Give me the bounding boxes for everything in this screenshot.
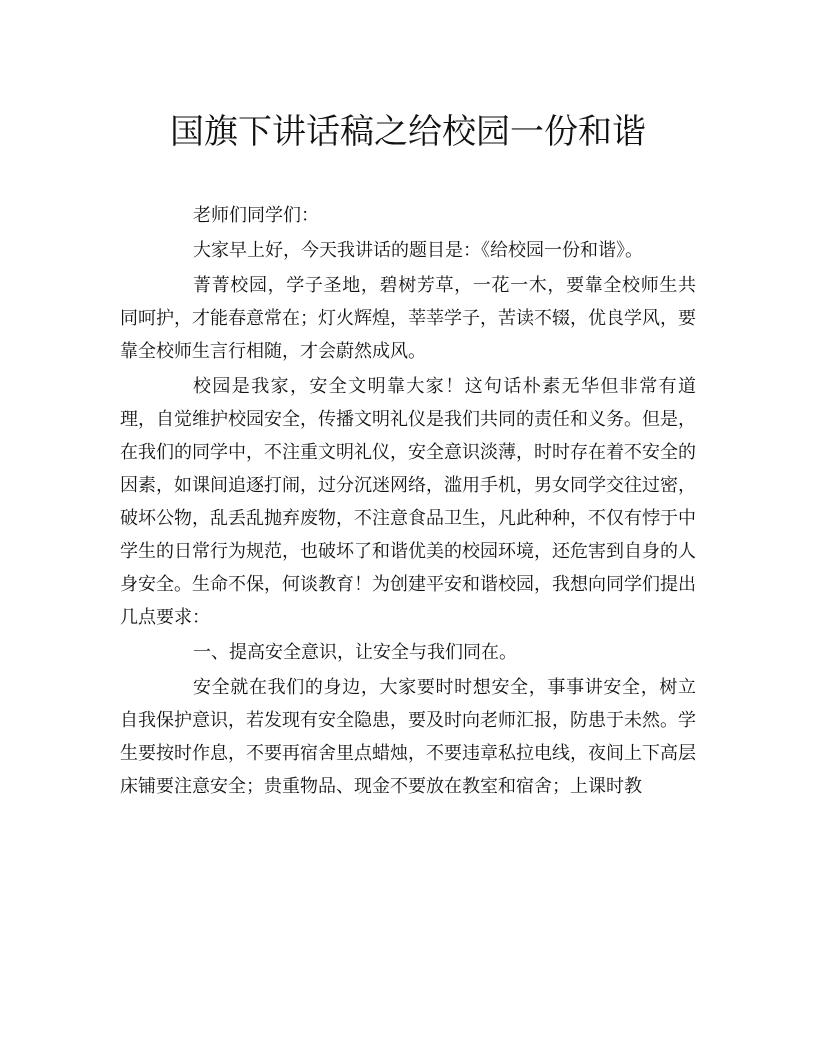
greeting-paragraph: 大家早上好，今天我讲话的题目是：《给校园一份和谐》。 <box>193 240 643 261</box>
salutation-paragraph: 老师们同学们： <box>193 205 319 226</box>
body-paragraph: 校园是我家，安全文明靠大家！这句话朴素无华但非常有道理，自觉维护校园安全，传播文明礼仪是我们共同的责任和义务。但是，在我们的同学中，不注重文明礼仪，安全意识淡薄，时时存在着不安全的因素，如课间追逐打闹，过分沉迷网络，滥用手机，男女同学交往过密，破坏公物，乱丢乱抛弃废物，不注意食品卫生，凡此种种，不仅有悖于中学生的日常行为规范，也破坏了和谐优美的校园环境，还危害到自身的人身安全。生命不保，何谈教育！为创建平安和谐校园，我想向同学们提出几点要求： <box>120 376 696 628</box>
body-paragraph: 菁菁校园，学子圣地，碧树芳草，一花一木，要靠全校师生共同呵护，才能春意常在；灯火辉煌，莘莘学子，苦读不辍，优良学风，要靠全校师生言行相随，才会蔚然成风。 <box>120 275 696 362</box>
document-title: 国旗下讲话稿之给校园一份和谐 <box>170 112 646 152</box>
section-heading: 一、提高安全意识，让安全与我们同在。 <box>193 642 517 663</box>
document-body <box>120 199 696 805</box>
body-paragraph: 安全就在我们的身边，大家要时时想安全，事事讲安全，树立自我保护意识，若发现有安全隐患，要及时向老师汇报，防患于未然。学生要按时作息，不要再宿舍里点蜡烛，不要违章私拉电线，夜间上下高层床铺要注意安全；贵重物品、现金不要放在教室和宿舍；上课时教 <box>120 677 696 797</box>
